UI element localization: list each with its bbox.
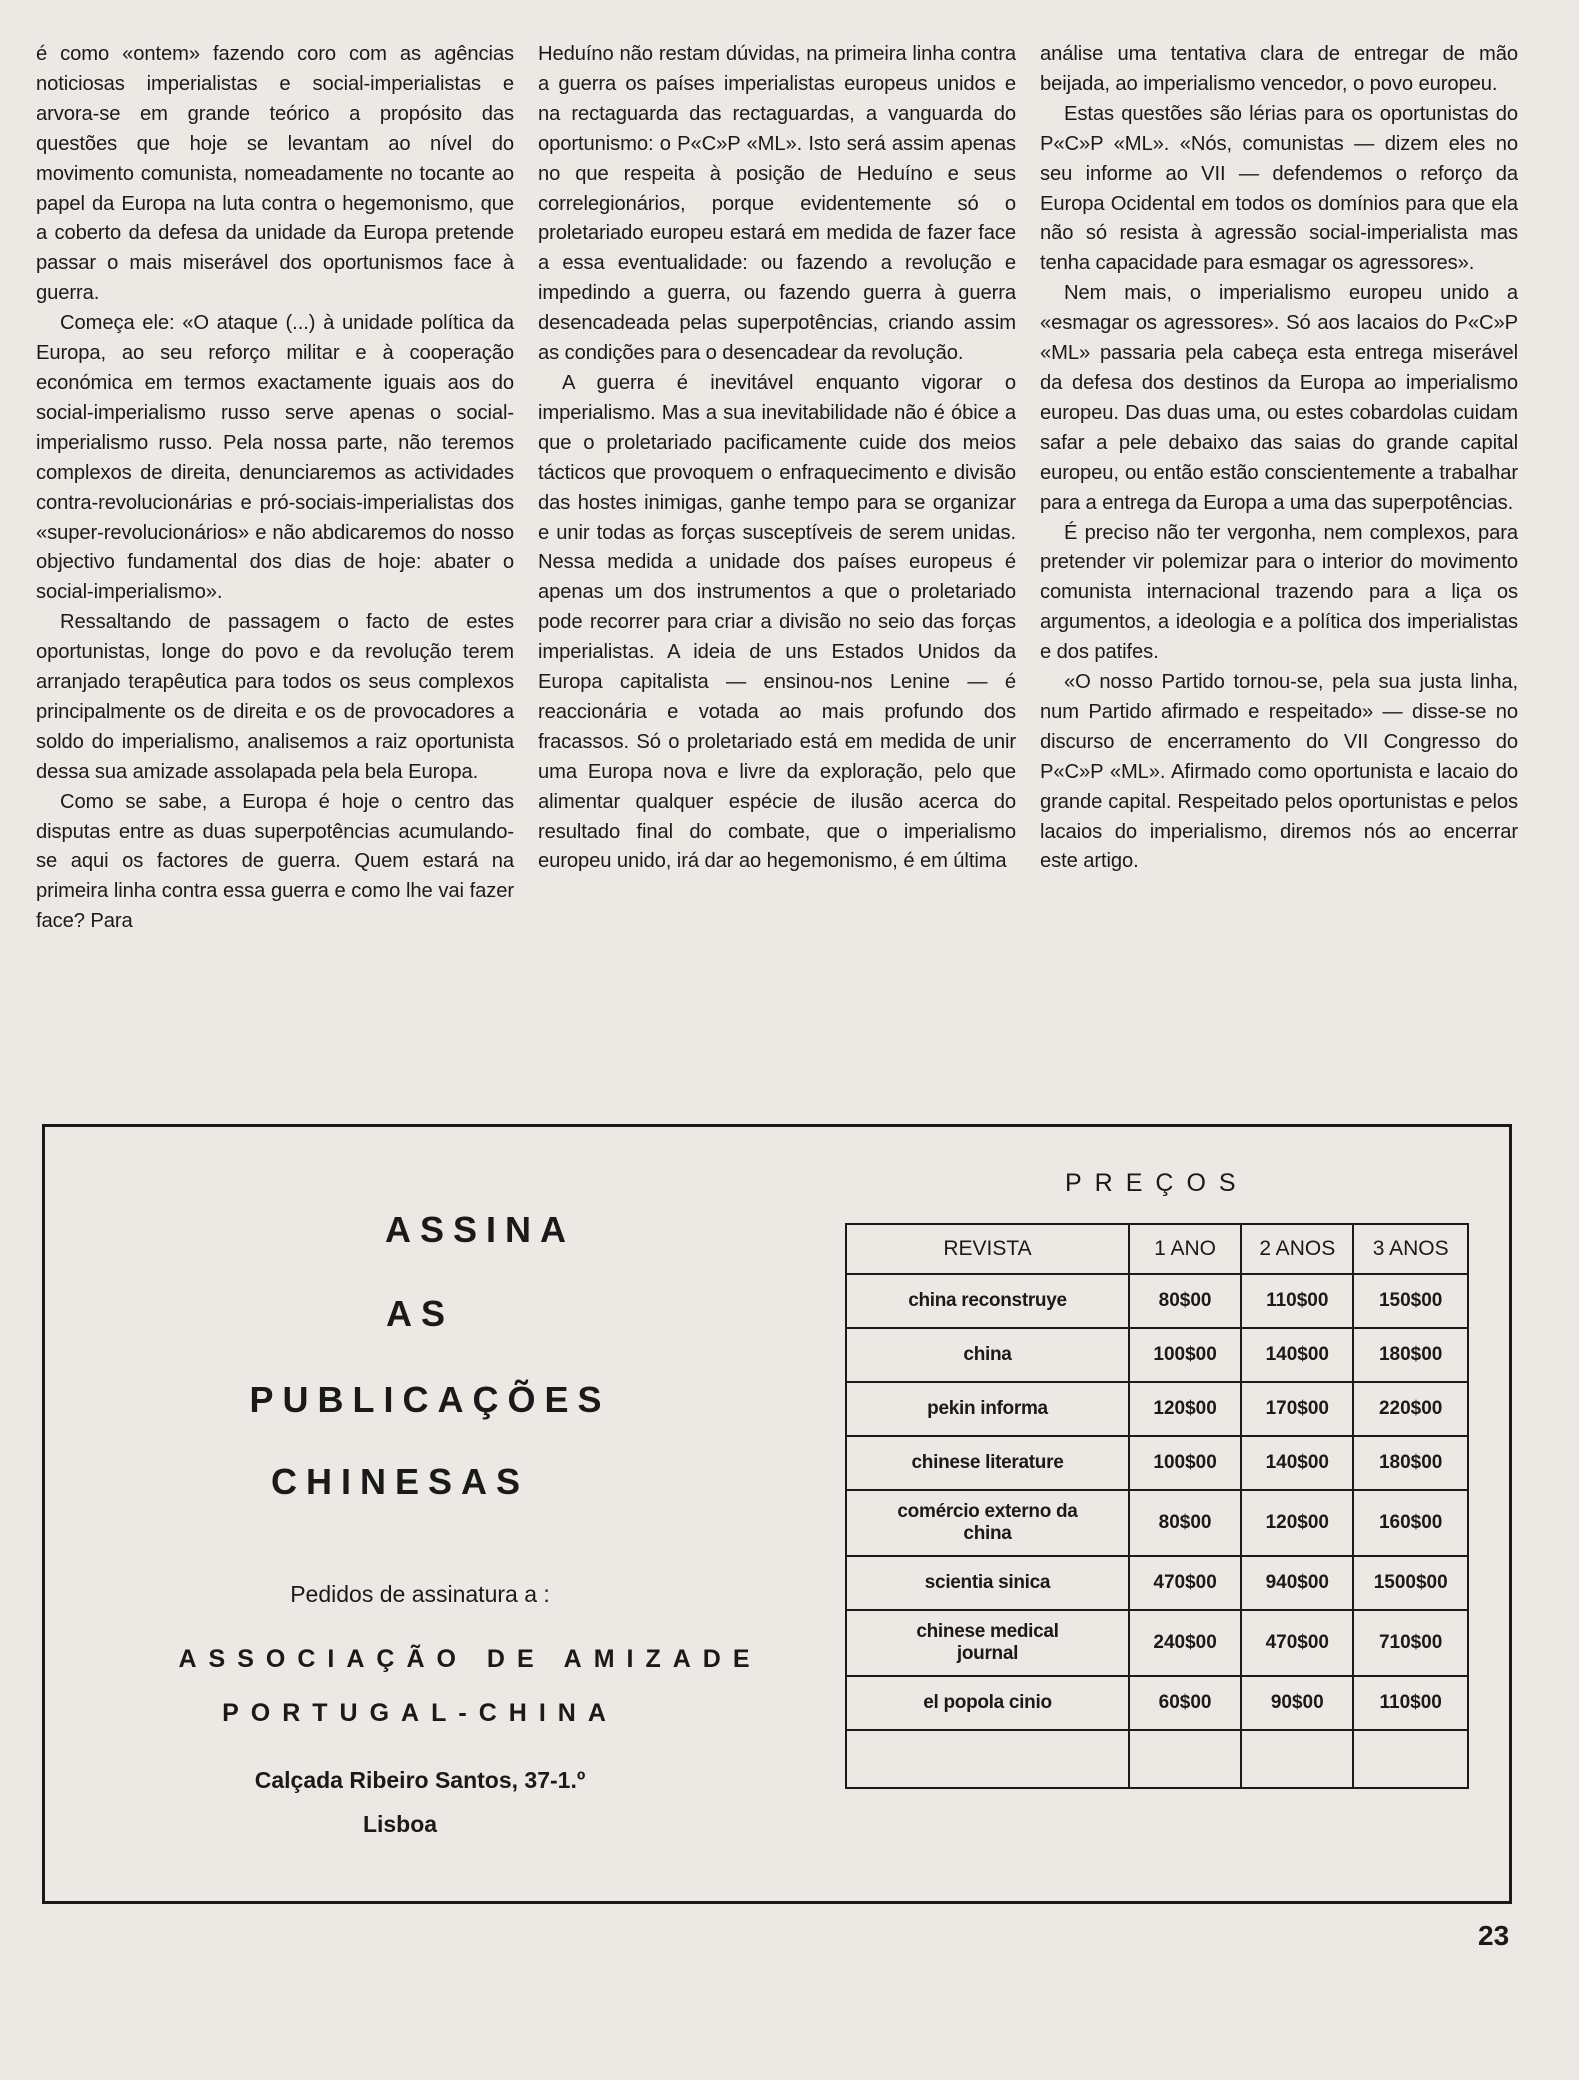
organization-name-line-2: PORTUGAL-CHINA [222,1699,618,1727]
table-row [846,1436,1468,1490]
subscription-advertisement [42,1124,1512,1904]
publication-name: comércio externo da china [846,1490,1129,1556]
publication-name: scientia sinica [846,1556,1129,1610]
price-1-year: 470$00 [1129,1556,1241,1610]
price-1-year: 80$00 [1129,1274,1241,1328]
table-row [846,1382,1468,1436]
article-column-2 [538,40,1016,1100]
empty-cell [1129,1730,1241,1788]
price-2-years: 90$00 [1241,1676,1353,1730]
price-table [845,1223,1469,1789]
price-3-years: 220$00 [1353,1382,1468,1436]
article-columns [36,40,1516,1100]
price-1-year: 100$00 [1129,1328,1241,1382]
price-1-year: 60$00 [1129,1676,1241,1730]
paragraph: Heduíno não restam dúvidas, na primeira linha contra a guerra os países imperialistas europeus unidos e na rectaguarda das rectaguardas, a vanguarda do oportunismo: o P«C»P «ML». Isto será assim apenas no que respeita à posição de Heduíno e seus correlegionários, porque evidentemente só o proletariado europeu estará em medida de fazer face a essa eventualidade: ou fazendo a revolução e impedindo a guerra, ou fazendo guerra à guerra desencadeada pelas superpotências, criando assim as condições para o desencadear da revolução. [538,43,1016,365]
ad-headline-line-1: ASSINA [384,1209,576,1250]
paragraph: Estas questões são lérias para os oportunistas do P«C»P «ML». «Nós, comunistas — dizem eles no seu informe ao VII — defendemos o reforço da Europa Ocidental em todos os domínios para que ela não só resista à agressão social-imperialista mas tenha capacidade para esmagar os agressores». [1040,102,1518,275]
column-header: REVISTA [846,1224,1129,1274]
paragraph: É preciso não ter vergonha, nem complexos, para pretender vir polemizar para o interior do movimento comunista internacional trazendo para a liça os argumentos, a ideologia e a política dos imperialistas e dos patifes. [1040,521,1518,664]
empty-cell [1353,1730,1468,1788]
table-row-empty [846,1730,1468,1788]
column-header: 2 ANOS [1241,1224,1353,1274]
column-header: 1 ANO [1129,1224,1241,1274]
table-row [846,1490,1468,1556]
paragraph: «O nosso Partido tornou-se, pela sua justa linha, num Partido afirmado e respeitado» — disse-se no discurso de encerramento do VII Congresso do P«C»P «ML». Afirmado como oportunista e lacaio do grande capital. Respeitado pelos oportunistas e pelos lacaios do imperialismo, diremos nós ao encerrar este artigo. [1040,671,1518,873]
publication-name: pekin informa [846,1382,1129,1436]
column-header: 3 ANOS [1353,1224,1468,1274]
price-2-years: 140$00 [1241,1328,1353,1382]
organization-city: Lisboa [362,1811,438,1837]
paragraph: Nem mais, o imperialismo europeu unido a «esmagar os agressores». Só aos lacaios do P«C»P «ML» passaria pela cabeça esta entrega miserável da defesa dos destinos da Europa ao imperialismo europeu. Das duas uma, ou estes cobardolas cuidam safar a pele debaixo das saias do grande capital europeu, ou então estão conscientemente a trabalhar para a entrega da Europa a uma das superpotências. [1040,282,1518,514]
table-row [846,1676,1468,1730]
article-column-3 [1040,40,1518,1100]
price-1-year: 80$00 [1129,1490,1241,1556]
price-1-year: 240$00 [1129,1610,1241,1676]
orders-label: Pedidos de assinatura a : [290,1581,550,1607]
publication-name: chinese literature [846,1436,1129,1490]
empty-cell [1241,1730,1353,1788]
price-1-year: 120$00 [1129,1382,1241,1436]
paragraph: A guerra é inevitável enquanto vigorar o imperialismo. Mas a sua inevitabilidade não é óbice a que o proletariado pacificamente cuide dos meios tácticos que provoquem o enfraquecimento e divisão das hostes inimigas, ganhe tempo para se organizar e unir todas as forças susceptíveis de serem unidas. Nessa medida a unidade dos países europeus é apenas um dos instrumentos a que o proletariado pode recorrer para criar a divisão no seio das forças imperialistas. A ideia de uns Estados Unidos da Europa capitalista — ensinou-nos Lenine — é reaccionária e votada ao mais profundo dos fracassos. Só o proletariado está em medida de unir uma Europa nova e livre da exploração, pelo que alimentar qualquer espécie de ilusão acerca do resultado final do combate, que o imperialismo europeu unido, irá dar ao hegemonismo, é em última [538,371,1016,873]
page-number: 23 [1478,1920,1510,1951]
table-row [846,1610,1468,1676]
publication-name: china [846,1328,1129,1382]
table-header-row [846,1224,1468,1274]
price-2-years: 940$00 [1241,1556,1353,1610]
table-row [846,1556,1468,1610]
price-1-year: 100$00 [1129,1436,1241,1490]
price-3-years: 160$00 [1353,1490,1468,1556]
publication-name: chinese medical journal [846,1610,1129,1676]
ad-left-panel [45,1127,835,1901]
price-3-years: 710$00 [1353,1610,1468,1676]
organization-address: Calçada Ribeiro Santos, 37-1.º [254,1767,586,1793]
price-3-years: 1500$00 [1353,1556,1468,1610]
paragraph: Como se sabe, a Europa é hoje o centro das disputas entre as duas superpotências acumulando-se aqui os factores de guerra. Quem estará na primeira linha contra essa guerra e como lhe vai fazer face? Para [36,790,514,933]
publication-name: el popola cinio [846,1676,1129,1730]
price-2-years: 110$00 [1241,1274,1353,1328]
price-2-years: 470$00 [1241,1610,1353,1676]
price-3-years: 110$00 [1353,1676,1468,1730]
prices-title: PREÇOS [1065,1169,1249,1197]
organization-name-line-1: ASSOCIAÇÃO DE AMIZADE [178,1645,762,1673]
price-2-years: 140$00 [1241,1436,1353,1490]
ad-headline-line-4: CHINESAS [270,1461,530,1502]
paragraph: Começa ele: «O ataque (...) à unidade política da Europa, ao seu reforço militar e à cooperação económica em termos exactamente iguais aos do social-imperialismo russo serve apenas o social-imperialismo russo. Pela nossa parte, não teremos complexos de direita, denunciaremos as actividades contra-revolucionárias e pró-sociais-imperialistas dos «super-revolucionários» e não abdicaremos do nosso objectivo fundamental dos dias de hoje: abater o social-imperialismo». [36,312,514,604]
price-3-years: 180$00 [1353,1436,1468,1490]
price-2-years: 170$00 [1241,1382,1353,1436]
price-3-years: 180$00 [1353,1328,1468,1382]
paragraph: Ressaltando de passagem o facto de estes oportunistas, longe do povo e da revolução terem arranjado terapêutica para todos os seus complexos principalmente os de direita e os de provocadores a soldo do imperialismo, analisemos a raiz oportunista dessa sua amizade assolapada pela bela Europa. [36,611,514,783]
article-column-1 [36,40,514,1100]
price-3-years: 150$00 [1353,1274,1468,1328]
paragraph: é como «ontem» fazendo coro com as agências noticiosas imperialistas e social-imperialistas e arvora-se em grande teórico a propósito das questões que hoje se levantam ao nível do movimento comunista, nomeadamente no tocante ao papel da Europa na luta contra o hegemonismo, que a coberto da defesa da unidade da Europa pretende passar o mais miserável dos oportunismos face à guerra. [36,43,514,305]
publication-name: china reconstruye [846,1274,1129,1328]
price-2-years: 120$00 [1241,1490,1353,1556]
table-row [846,1274,1468,1328]
ad-headline-line-2: AS [385,1293,454,1334]
table-row [846,1328,1468,1382]
paragraph: análise uma tentativa clara de entregar de mão beijada, ao imperialismo vencedor, o povo europeu. [1040,43,1518,95]
empty-cell [846,1730,1129,1788]
ad-headline-line-3: PUBLICAÇÕES [249,1379,611,1420]
